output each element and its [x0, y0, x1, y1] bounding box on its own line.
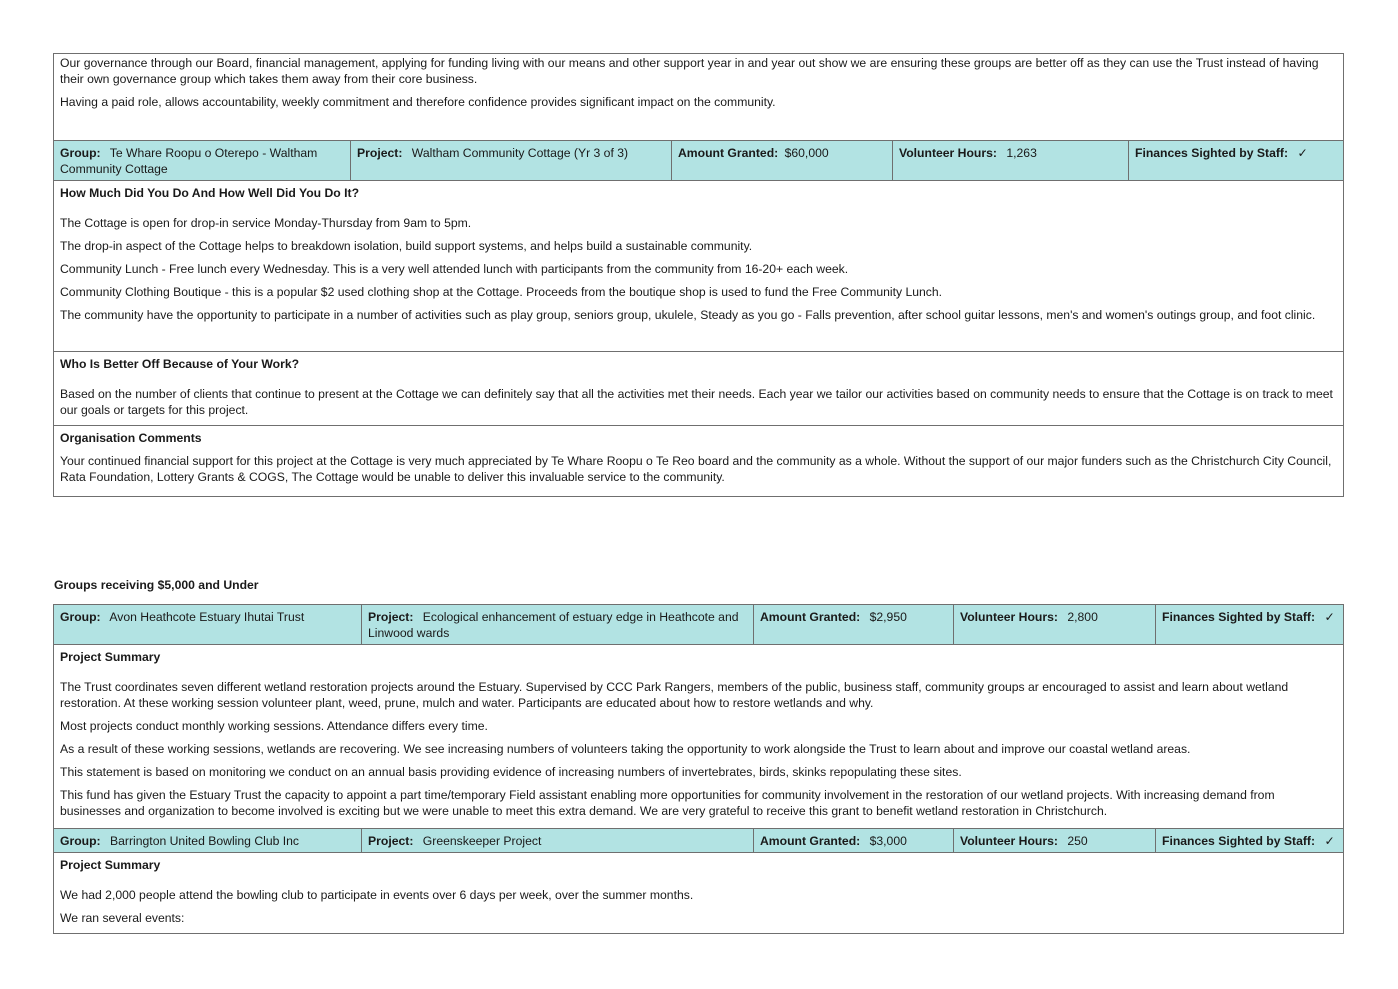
body-paragraph: We ran several events: [60, 911, 185, 925]
amount-cell: Amount Granted: $2,950 [753, 605, 953, 644]
amount-value: $3,000 [869, 834, 907, 848]
group-cell: Group: Te Whare Roopu o Oterepo - Waltham Community Cottage [60, 146, 318, 176]
grant-report-cottage [53, 53, 1344, 497]
body-paragraph: The Cottage is open for drop-in service Monday-Thursday from 9am to 5pm. [60, 216, 472, 230]
body-paragraph: The drop-in aspect of the Cottage helps to breakdown isolation, build support systems, and helps build a sustainable community. [60, 239, 753, 253]
intro-section [54, 54, 1343, 140]
body-paragraph: Most projects conduct monthly working sessions. Attendance differs every time. [60, 719, 488, 733]
group-cell: Group: Avon Heathcote Estuary Ihutai Trust [60, 610, 305, 624]
check-icon: ✓ [1297, 146, 1308, 160]
body-paragraph: Community Clothing Boutique - this is a popular $2 used clothing shop at the Cottage. Proceeds from the boutique shop is used to fund the Free Community Lunch. [60, 285, 943, 299]
group-cell: Group: Barrington United Bowling Club Inc [60, 834, 300, 848]
project-name: Waltham Community Cottage (Yr 3 of 3) [411, 146, 629, 160]
how-much-section [54, 181, 1343, 351]
check-icon: ✓ [1324, 834, 1335, 848]
body-paragraph: As a result of these working sessions, wetlands are recovering. We see increasing numbers of volunteers taking the opportunity to work alongside the Trust to learn about and improve our coastal wetland areas. [60, 742, 1191, 756]
section-title: Project Summary [60, 650, 161, 664]
hours-cell: Volunteer Hours: 250 [953, 829, 1155, 852]
grant-header-row [54, 604, 1343, 645]
project-name: Greenskeeper Project [422, 834, 542, 848]
section-title: Organisation Comments [60, 431, 202, 445]
check-icon: ✓ [1324, 610, 1335, 624]
hours-value: 250 [1067, 834, 1088, 848]
section-title: Who Is Better Off Because of Your Work? [60, 357, 300, 371]
group-name: Te Whare Roopu o Oterepo - Waltham Community Cottage [60, 146, 318, 176]
body-paragraph: This fund has given the Estuary Trust the capacity to appoint a part time/temporary Field assistant enabling more opportunities for community involvement in the restoration of our wetland projects. With increasing demand from businesses and organization to become involved is exciting but we were unable to meet this extra demand. We are very grateful to receive this grant to benefit wetland restoration in Christchurch. [60, 788, 1275, 818]
body-paragraph: Based on the number of clients that continue to present at the Cottage we can definitely say that all the activities met their needs. Each year we tailor our activities based on community needs to ensure that the Cottage is on track to meet our goals or targets for this project. [60, 387, 1333, 417]
grant-header-row [54, 140, 1343, 181]
section-title: How Much Did You Do And How Well Did You Do It? [60, 186, 360, 200]
project-cell: Project: Ecological enhancement of estuary edge in Heathcote and Linwood wards [361, 605, 753, 644]
group-name: Barrington United Bowling Club Inc [110, 834, 300, 848]
project-cell: Project: Waltham Community Cottage (Yr 3 of 3) [350, 141, 671, 180]
grant-header-row [54, 828, 1343, 853]
hours-value: 1,263 [1006, 146, 1037, 160]
intro-paragraph: Having a paid role, allows accountability, weekly commitment and therefore confidence provides significant impact on the community. [60, 95, 776, 109]
amount-cell: Amount Granted: $60,000 [671, 141, 892, 180]
body-paragraph: Community Lunch - Free lunch every Wednesday. This is a very well attended lunch with participants from the community from 16-20+ each week. [60, 262, 849, 276]
project-summary-section [54, 853, 1343, 926]
amount-cell: Amount Granted: $3,000 [753, 829, 953, 852]
amount-value: $60,000 [784, 146, 829, 160]
section-title: Project Summary [60, 858, 161, 872]
better-off-section [54, 351, 1343, 425]
finances-cell: Finances Sighted by Staff: ✓ [1155, 605, 1343, 644]
section-heading: Groups receiving $5,000 and Under [54, 578, 259, 592]
hours-value: 2,800 [1067, 610, 1098, 624]
finances-cell: Finances Sighted by Staff: ✓ [1128, 141, 1343, 180]
project-cell: Project: Greenskeeper Project [361, 829, 753, 852]
project-summary-section [54, 645, 1343, 828]
grant-report-small-groups [53, 604, 1344, 934]
intro-paragraph: Our governance through our Board, financial management, applying for funding living with our means and other support year in and year out show we are ensuring these groups are better off as they can use the Trust instead of having their own governance group which takes them away from their core business. [60, 56, 1319, 86]
organisation-comments-section [54, 425, 1343, 485]
body-paragraph: This statement is based on monitoring we conduct on an annual basis providing evidence of increasing numbers of invertebrates, birds, skinks repopulating these sites. [60, 765, 962, 779]
amount-value: $2,950 [869, 610, 907, 624]
finances-cell: Finances Sighted by Staff: ✓ [1155, 829, 1343, 852]
body-paragraph: We had 2,000 people attend the bowling club to participate in events over 6 days per week, over the summer months. [60, 888, 694, 902]
hours-cell: Volunteer Hours: 2,800 [953, 605, 1155, 644]
body-paragraph: The community have the opportunity to participate in a number of activities such as play group, seniors group, ukulele, Steady as you go - Falls prevention, after school guitar lessons, men's and women's outings group, and foot clinic. [60, 308, 1316, 322]
project-name: Ecological enhancement of estuary edge in Heathcote and Linwood wards [368, 610, 739, 640]
group-name: Avon Heathcote Estuary Ihutai Trust [109, 610, 305, 624]
hours-cell: Volunteer Hours: 1,263 [892, 141, 1128, 180]
body-paragraph: Your continued financial support for this project at the Cottage is very much appreciated by Te Whare Roopu o Te Reo board and the community as a whole. Without the support of our major funders such as the Christchurch City Council, Rata Foundation, Lottery Grants & COGS, The Cottage would be unable to deliver this invaluable service to the community. [60, 454, 1332, 484]
body-paragraph: The Trust coordinates seven different wetland restoration projects around the Estuary. Supervised by CCC Park Rangers, members of the public, business staff, community groups ar encouraged to assist and learn about wetland restoration. At these working session volunteer plant, weed, prune, mulch and water. Participants are educated about how to restore wetlands and why. [60, 680, 1289, 710]
